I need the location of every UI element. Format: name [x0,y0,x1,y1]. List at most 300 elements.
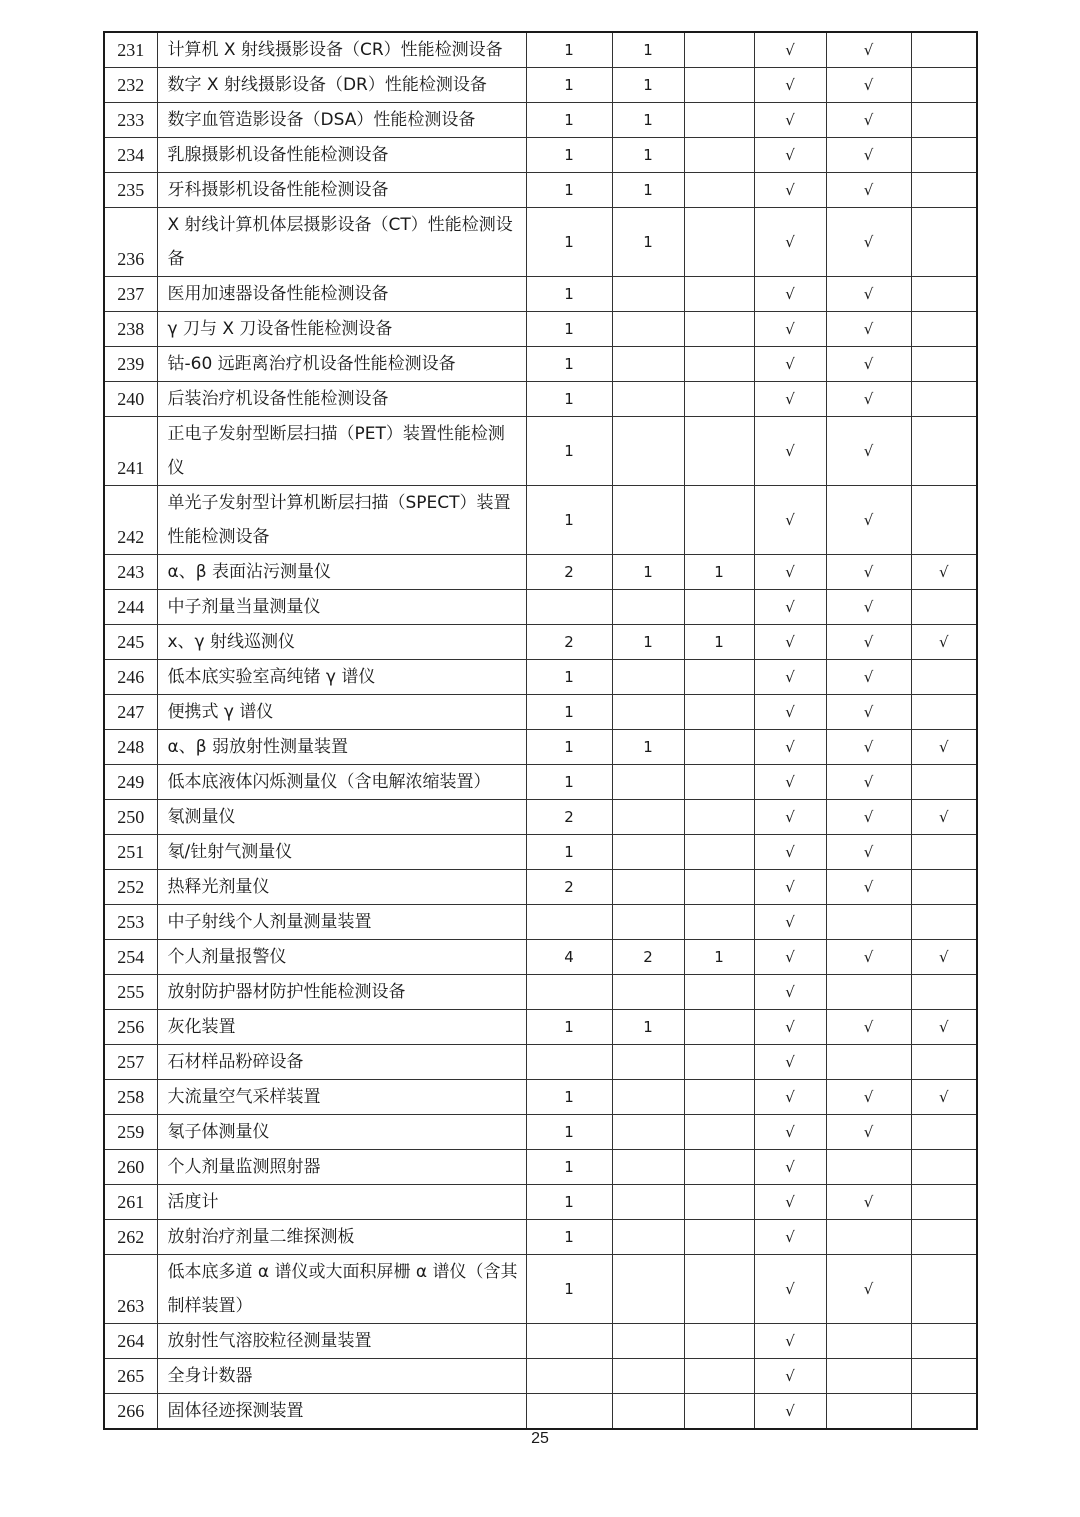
check-cell-1: √ [754,555,826,590]
table-row [104,555,977,590]
check-cell-2: √ [826,103,911,138]
table-row [104,765,977,800]
quantity-cell-3 [684,68,754,103]
check-cell-3 [911,1150,977,1185]
check-cell-2: √ [826,695,911,730]
check-cell-3 [911,312,977,347]
equipment-name: 低本底实验室高纯锗 γ 谱仪 [157,660,526,695]
quantity-cell-2: 1 [612,32,684,68]
check-cell-2 [826,1150,911,1185]
check-cell-2 [826,1394,911,1430]
row-number: 259 [104,1115,157,1150]
check-cell-1: √ [754,277,826,312]
table-row [104,1359,977,1394]
check-cell-1: √ [754,730,826,765]
row-number: 244 [104,590,157,625]
check-cell-2: √ [826,800,911,835]
check-cell-3 [911,765,977,800]
quantity-cell-3 [684,347,754,382]
check-cell-1: √ [754,590,826,625]
table-row [104,1045,977,1080]
quantity-cell-3 [684,312,754,347]
quantity-cell-3 [684,1080,754,1115]
check-cell-1: √ [754,1394,826,1430]
row-number: 231 [104,32,157,68]
table-row [104,590,977,625]
quantity-cell-2 [612,347,684,382]
row-number: 252 [104,870,157,905]
row-number: 263 [104,1255,157,1324]
quantity-cell-3 [684,32,754,68]
check-cell-2 [826,1324,911,1359]
quantity-cell-1: 1 [526,382,612,417]
quantity-cell-1: 1 [526,68,612,103]
table-row [104,940,977,975]
quantity-cell-2 [612,1220,684,1255]
equipment-name: 低本底多道 α 谱仪或大面积屏栅 α 谱仪（含其制样装置） [157,1255,526,1324]
quantity-cell-3 [684,975,754,1010]
quantity-cell-3 [684,1010,754,1045]
quantity-cell-3 [684,208,754,277]
table-row [104,730,977,765]
quantity-cell-3 [684,277,754,312]
row-number: 242 [104,486,157,555]
check-cell-1: √ [754,312,826,347]
check-cell-3 [911,417,977,486]
quantity-cell-2 [612,660,684,695]
quantity-cell-1: 1 [526,1010,612,1045]
equipment-name: 大流量空气采样装置 [157,1080,526,1115]
row-number: 235 [104,173,157,208]
check-cell-3 [911,660,977,695]
row-number: 266 [104,1394,157,1430]
quantity-cell-3 [684,870,754,905]
check-cell-3: √ [911,1010,977,1045]
equipment-name: 氡测量仪 [157,800,526,835]
equipment-table [103,31,978,1430]
equipment-name: 钴-60 远距离治疗机设备性能检测设备 [157,347,526,382]
quantity-cell-1: 4 [526,940,612,975]
row-number: 249 [104,765,157,800]
quantity-cell-2 [612,975,684,1010]
equipment-name: 数字 X 射线摄影设备（DR）性能检测设备 [157,68,526,103]
table-row [104,835,977,870]
check-cell-3: √ [911,625,977,660]
quantity-cell-2 [612,1185,684,1220]
check-cell-2: √ [826,68,911,103]
quantity-cell-2: 1 [612,1010,684,1045]
table-row [104,347,977,382]
equipment-name: 中子射线个人剂量测量装置 [157,905,526,940]
check-cell-3: √ [911,730,977,765]
check-cell-3 [911,208,977,277]
check-cell-1: √ [754,1185,826,1220]
quantity-cell-2: 1 [612,625,684,660]
check-cell-3 [911,870,977,905]
table-row [104,32,977,68]
table-row [104,1324,977,1359]
table-row [104,800,977,835]
quantity-cell-2 [612,486,684,555]
row-number: 234 [104,138,157,173]
row-number: 232 [104,68,157,103]
check-cell-2 [826,975,911,1010]
quantity-cell-1 [526,590,612,625]
quantity-cell-3: 1 [684,555,754,590]
check-cell-2: √ [826,277,911,312]
check-cell-3 [911,695,977,730]
quantity-cell-2 [612,277,684,312]
quantity-cell-2 [612,905,684,940]
quantity-cell-3 [684,417,754,486]
quantity-cell-1: 1 [526,1150,612,1185]
check-cell-1: √ [754,1080,826,1115]
table-row [104,1255,977,1324]
quantity-cell-2 [612,1045,684,1080]
table-row [104,208,977,277]
quantity-cell-2: 1 [612,555,684,590]
check-cell-3 [911,138,977,173]
table-row [104,625,977,660]
table-row [104,1010,977,1045]
table-row [104,312,977,347]
check-cell-2: √ [826,382,911,417]
equipment-name: 个人剂量报警仪 [157,940,526,975]
quantity-cell-2 [612,417,684,486]
equipment-name: X 射线计算机体层摄影设备（CT）性能检测设备 [157,208,526,277]
check-cell-1: √ [754,940,826,975]
table-row [104,277,977,312]
quantity-cell-1 [526,1359,612,1394]
table-row [104,486,977,555]
quantity-cell-2: 1 [612,173,684,208]
quantity-cell-1: 1 [526,138,612,173]
check-cell-3: √ [911,555,977,590]
check-cell-3 [911,103,977,138]
check-cell-3 [911,1220,977,1255]
check-cell-3 [911,277,977,312]
page-number: 25 [531,1430,549,1447]
quantity-cell-1 [526,1045,612,1080]
quantity-cell-1: 1 [526,1255,612,1324]
check-cell-1: √ [754,1150,826,1185]
check-cell-1: √ [754,660,826,695]
check-cell-3 [911,975,977,1010]
check-cell-1: √ [754,173,826,208]
check-cell-2: √ [826,208,911,277]
quantity-cell-3 [684,1324,754,1359]
equipment-name: 氡子体测量仪 [157,1115,526,1150]
quantity-cell-1: 1 [526,1080,612,1115]
equipment-name: 放射防护器材防护性能检测设备 [157,975,526,1010]
check-cell-1: √ [754,870,826,905]
check-cell-2: √ [826,1115,911,1150]
row-number: 236 [104,208,157,277]
table-row [104,138,977,173]
equipment-name: 灰化装置 [157,1010,526,1045]
quantity-cell-1: 1 [526,1185,612,1220]
equipment-name: 单光子发射型计算机断层扫描（SPECT）装置性能检测设备 [157,486,526,555]
row-number: 255 [104,975,157,1010]
quantity-cell-3 [684,730,754,765]
quantity-cell-2 [612,382,684,417]
check-cell-1: √ [754,625,826,660]
check-cell-1: √ [754,975,826,1010]
equipment-name: 便携式 γ 谱仪 [157,695,526,730]
equipment-name: α、β 弱放射性测量装置 [157,730,526,765]
quantity-cell-1 [526,905,612,940]
equipment-name: 全身计数器 [157,1359,526,1394]
quantity-cell-3 [684,382,754,417]
quantity-cell-2: 1 [612,730,684,765]
check-cell-1: √ [754,417,826,486]
row-number: 258 [104,1080,157,1115]
check-cell-2: √ [826,765,911,800]
check-cell-2: √ [826,347,911,382]
row-number: 253 [104,905,157,940]
check-cell-2: √ [826,660,911,695]
equipment-name: 正电子发射型断层扫描（PET）装置性能检测仪 [157,417,526,486]
quantity-cell-3 [684,1115,754,1150]
quantity-cell-1: 1 [526,695,612,730]
check-cell-2: √ [826,730,911,765]
quantity-cell-3 [684,1045,754,1080]
quantity-cell-3 [684,173,754,208]
quantity-cell-2 [612,800,684,835]
row-number: 247 [104,695,157,730]
table-row [104,103,977,138]
table-row [104,68,977,103]
quantity-cell-1: 1 [526,347,612,382]
row-number: 238 [104,312,157,347]
quantity-cell-3: 1 [684,625,754,660]
quantity-cell-3 [684,1185,754,1220]
check-cell-1: √ [754,905,826,940]
quantity-cell-2: 1 [612,103,684,138]
check-cell-1: √ [754,800,826,835]
row-number: 254 [104,940,157,975]
quantity-cell-1: 1 [526,835,612,870]
quantity-cell-3 [684,138,754,173]
quantity-cell-2 [612,835,684,870]
equipment-name: 牙科摄影机设备性能检测设备 [157,173,526,208]
row-number: 248 [104,730,157,765]
row-number: 240 [104,382,157,417]
check-cell-1: √ [754,1010,826,1045]
equipment-name: 数字血管造影设备（DSA）性能检测设备 [157,103,526,138]
check-cell-3 [911,1394,977,1430]
equipment-name: 放射性气溶胶粒径测量装置 [157,1324,526,1359]
quantity-cell-2 [612,1359,684,1394]
check-cell-1: √ [754,1115,826,1150]
check-cell-2: √ [826,940,911,975]
quantity-cell-3 [684,835,754,870]
quantity-cell-2 [612,870,684,905]
row-number: 264 [104,1324,157,1359]
check-cell-3 [911,68,977,103]
check-cell-3 [911,347,977,382]
check-cell-1: √ [754,32,826,68]
table-row [104,1080,977,1115]
equipment-name: 热释光剂量仪 [157,870,526,905]
table-row [104,417,977,486]
row-number: 239 [104,347,157,382]
equipment-name: 低本底液体闪烁测量仪（含电解浓缩装置） [157,765,526,800]
check-cell-3 [911,905,977,940]
quantity-cell-2 [612,1255,684,1324]
check-cell-2 [826,1045,911,1080]
table-row [104,1220,977,1255]
equipment-name: x、γ 射线巡测仪 [157,625,526,660]
equipment-name: 医用加速器设备性能检测设备 [157,277,526,312]
check-cell-3 [911,590,977,625]
quantity-cell-3 [684,660,754,695]
quantity-cell-3 [684,800,754,835]
row-number: 265 [104,1359,157,1394]
row-number: 243 [104,555,157,590]
check-cell-1: √ [754,1220,826,1255]
quantity-cell-3 [684,765,754,800]
check-cell-1: √ [754,208,826,277]
quantity-cell-3 [684,1359,754,1394]
table-row [104,870,977,905]
table-row [104,173,977,208]
quantity-cell-1: 1 [526,730,612,765]
row-number: 251 [104,835,157,870]
check-cell-1: √ [754,1255,826,1324]
check-cell-1: √ [754,68,826,103]
quantity-cell-1: 2 [526,870,612,905]
check-cell-3 [911,1115,977,1150]
quantity-cell-1: 1 [526,1115,612,1150]
quantity-cell-1: 1 [526,765,612,800]
equipment-name: 计算机 X 射线摄影设备（CR）性能检测设备 [157,32,526,68]
equipment-name: 固体径迹探测装置 [157,1394,526,1430]
table-row [104,660,977,695]
check-cell-3 [911,1324,977,1359]
check-cell-3: √ [911,800,977,835]
check-cell-2: √ [826,1080,911,1115]
check-cell-2: √ [826,486,911,555]
quantity-cell-2: 1 [612,138,684,173]
equipment-name: 后装治疗机设备性能检测设备 [157,382,526,417]
row-number: 257 [104,1045,157,1080]
equipment-name: 氡/钍射气测量仪 [157,835,526,870]
table-row [104,1150,977,1185]
row-number: 262 [104,1220,157,1255]
quantity-cell-1 [526,1394,612,1430]
quantity-cell-2 [612,590,684,625]
table-row [104,695,977,730]
check-cell-3 [911,173,977,208]
check-cell-2: √ [826,312,911,347]
equipment-name: 放射治疗剂量二维探测板 [157,1220,526,1255]
equipment-name: γ 刀与 X 刀设备性能检测设备 [157,312,526,347]
quantity-cell-2 [612,695,684,730]
quantity-cell-3 [684,1220,754,1255]
quantity-cell-1: 2 [526,555,612,590]
check-cell-2: √ [826,173,911,208]
quantity-cell-3 [684,1150,754,1185]
quantity-cell-3: 1 [684,940,754,975]
quantity-cell-1: 1 [526,312,612,347]
row-number: 246 [104,660,157,695]
quantity-cell-1 [526,1324,612,1359]
check-cell-2 [826,905,911,940]
check-cell-2 [826,1220,911,1255]
check-cell-1: √ [754,103,826,138]
check-cell-3 [911,1359,977,1394]
check-cell-2: √ [826,138,911,173]
check-cell-3 [911,1045,977,1080]
equipment-name: 活度计 [157,1185,526,1220]
quantity-cell-1: 1 [526,208,612,277]
check-cell-2: √ [826,835,911,870]
check-cell-3 [911,382,977,417]
check-cell-1: √ [754,695,826,730]
equipment-name: 乳腺摄影机设备性能检测设备 [157,138,526,173]
check-cell-3 [911,835,977,870]
row-number: 241 [104,417,157,486]
table-row [104,975,977,1010]
quantity-cell-2 [612,1115,684,1150]
check-cell-3: √ [911,940,977,975]
check-cell-2: √ [826,1255,911,1324]
check-cell-1: √ [754,835,826,870]
quantity-cell-3 [684,1255,754,1324]
quantity-cell-2: 1 [612,208,684,277]
check-cell-1: √ [754,1324,826,1359]
check-cell-1: √ [754,1359,826,1394]
table-body [104,32,977,1429]
quantity-cell-1: 1 [526,1220,612,1255]
quantity-cell-2 [612,312,684,347]
row-number: 250 [104,800,157,835]
row-number: 233 [104,103,157,138]
check-cell-2: √ [826,32,911,68]
check-cell-2: √ [826,870,911,905]
quantity-cell-1: 1 [526,417,612,486]
check-cell-3: √ [911,1080,977,1115]
quantity-cell-1: 2 [526,625,612,660]
quantity-cell-2: 2 [612,940,684,975]
quantity-cell-1: 1 [526,660,612,695]
check-cell-1: √ [754,138,826,173]
row-number: 256 [104,1010,157,1045]
check-cell-3 [911,486,977,555]
check-cell-1: √ [754,382,826,417]
check-cell-2: √ [826,1010,911,1045]
quantity-cell-2: 1 [612,68,684,103]
equipment-name: 中子剂量当量测量仪 [157,590,526,625]
quantity-cell-1: 1 [526,32,612,68]
equipment-name: α、β 表面沾污测量仪 [157,555,526,590]
equipment-name: 个人剂量监测照射器 [157,1150,526,1185]
check-cell-2: √ [826,1185,911,1220]
quantity-cell-1: 1 [526,173,612,208]
row-number: 260 [104,1150,157,1185]
check-cell-3 [911,1255,977,1324]
quantity-cell-3 [684,590,754,625]
quantity-cell-1 [526,975,612,1010]
check-cell-2: √ [826,555,911,590]
quantity-cell-1: 1 [526,486,612,555]
quantity-cell-2 [612,1150,684,1185]
quantity-cell-3 [684,486,754,555]
quantity-cell-1: 1 [526,277,612,312]
quantity-cell-3 [684,695,754,730]
quantity-cell-3 [684,905,754,940]
